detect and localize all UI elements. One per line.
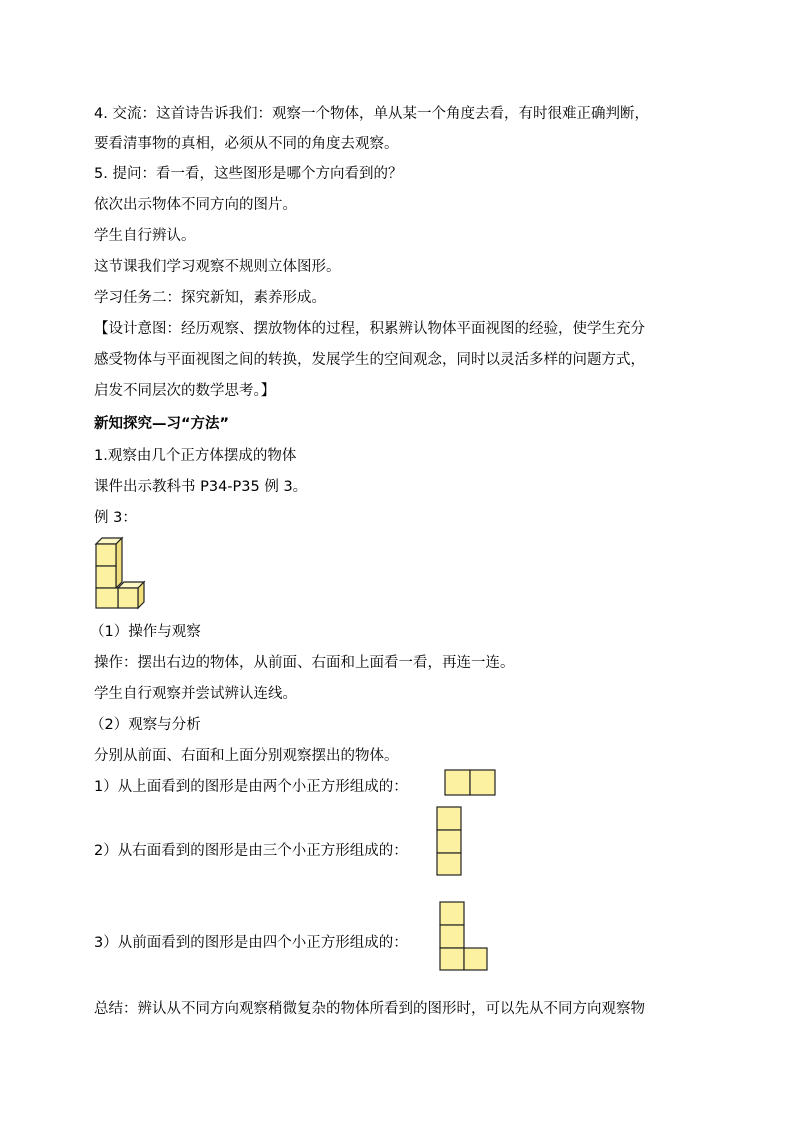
cube-figure xyxy=(94,536,150,610)
text-line: 依次出示物体不同方向的图片。 xyxy=(94,197,297,213)
text-line: 学生自行观察并尝试辨认连线。 xyxy=(94,686,297,702)
text-line: 学生自行辨认。 xyxy=(94,228,196,244)
text-line: 操作：摆出右边的物体，从前面、右面和上面看一看，再连一连。 xyxy=(94,655,515,671)
view-square xyxy=(445,770,470,795)
text-line: 课件出示教科书 P34-P35 例 3。 xyxy=(94,479,308,495)
view-square xyxy=(437,853,461,875)
summary-text: 总结：辨认从不同方向观察稍微复杂的物体所看到的图形时，可以先从不同方向观察物 xyxy=(94,1001,645,1017)
top-view-figure xyxy=(444,769,496,796)
top-view-text: 1）从上面看到的图形是由两个小正方形组成的： xyxy=(94,779,408,795)
right-view-figure xyxy=(436,806,463,876)
view-square xyxy=(437,807,461,830)
view-square xyxy=(437,830,461,853)
front-view-figure xyxy=(439,901,489,971)
sub-heading: （2）观察与分析 xyxy=(90,717,201,733)
cube-front-face xyxy=(96,544,116,566)
text-line: 分别从前面、右面和上面分别观察摆出的物体。 xyxy=(94,748,399,764)
task-heading: 学习任务二：探究新知，素养形成。 xyxy=(94,290,326,306)
cube-front-face xyxy=(118,588,138,608)
cube-front-face xyxy=(96,588,118,608)
section-heading: 新知探究—习“方法” xyxy=(94,416,230,432)
front-view-text: 3）从前面看到的图形是由四个小正方形组成的： xyxy=(94,935,408,951)
view-square xyxy=(464,948,487,970)
example-label: 例 3： xyxy=(94,510,137,526)
text-line: 要看清事物的真相，必须从不同的角度去观察。 xyxy=(94,136,399,152)
sub-heading: （1）操作与观察 xyxy=(90,624,201,640)
text-line: 1.观察由几个正方体摆成的物体 xyxy=(94,448,297,464)
design-intent: 【设计意图：经历观察、摆放物体的过程，积累辨认物体平面视图的经验，使学生充分 xyxy=(94,321,645,337)
view-square xyxy=(440,925,464,948)
cube-side-face xyxy=(116,538,122,588)
design-intent: 感受物体与平面视图之间的转换，发展学生的空间观念，同时以灵活多样的问题方式， xyxy=(94,352,645,368)
text-line: 5. 提问：看一看，这些图形是哪个方向看到的？ xyxy=(94,166,403,182)
cube-front-face xyxy=(96,566,116,588)
design-intent: 启发不同层次的数学思考。】 xyxy=(94,383,276,399)
right-view-text: 2）从右面看到的图形是由三个小正方形组成的： xyxy=(94,843,408,859)
text-line: 4. 交流：这首诗告诉我们：观察一个物体，单从某一个角度去看，有时很难正确判断， xyxy=(94,106,649,122)
view-square xyxy=(440,948,464,970)
text-line: 这节课我们学习观察不规则立体图形。 xyxy=(94,259,341,275)
view-square xyxy=(440,902,464,925)
view-square xyxy=(470,770,495,795)
